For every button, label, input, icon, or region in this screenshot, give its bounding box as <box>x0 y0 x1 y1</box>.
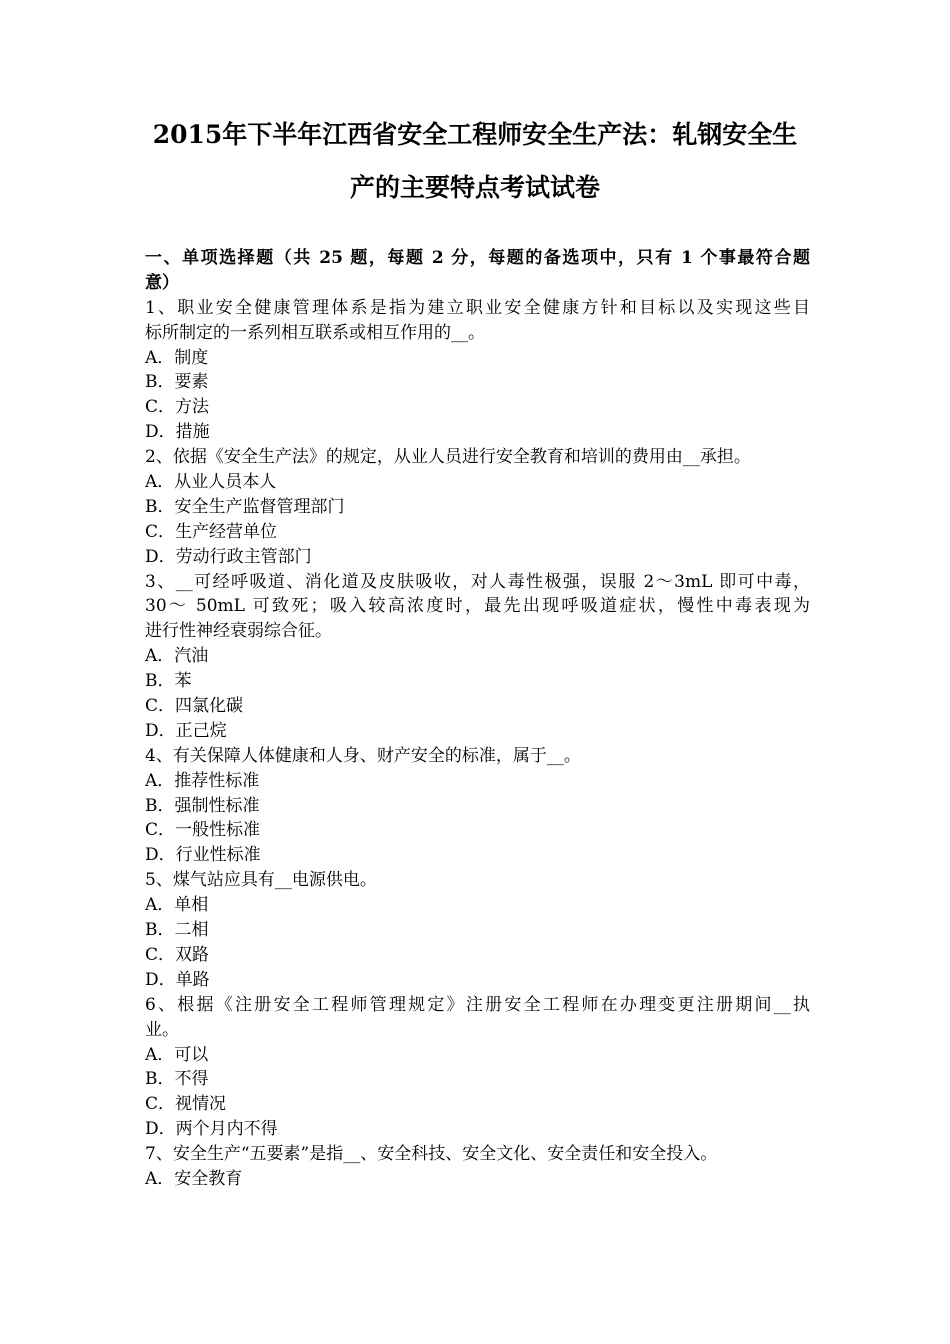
question-6-option-b: B．不得 <box>145 1069 209 1090</box>
section-heading: 一、单项选择题（共 25 题，每题 2 分，每题的备选项中，只有 1 个事最符合题 <box>145 248 810 268</box>
question-content <box>145 246 810 1192</box>
question-6-text: 6、根据《注册安全工程师管理规定》注册安全工程师在办理变更注册期间__执 <box>145 994 810 1015</box>
question-6-text: 业。 <box>145 1019 179 1040</box>
question-6-option-c: C．视情况 <box>145 1094 227 1115</box>
question-1-text: 1、职业安全健康管理体系是指为建立职业安全健康方针和目标以及实现这些目 <box>145 297 810 318</box>
question-1-option-c: C．方法 <box>145 397 210 418</box>
section-heading-continued: 意） <box>145 272 179 293</box>
question-2-option-c: C．生产经营单位 <box>145 521 278 542</box>
question-1-option-b: B．要素 <box>145 372 209 393</box>
question-3-option-b: B．苯 <box>145 671 192 692</box>
question-1-option-d: D．措施 <box>145 422 210 443</box>
question-4-text: 4、有关保障人体健康和人身、财产安全的标准，属于__。 <box>145 745 581 766</box>
question-2-option-a: A．从业人员本人 <box>145 472 277 493</box>
question-4-option-a: A．推荐性标准 <box>145 770 260 791</box>
question-5-text: 5、煤气站应具有__电源供电。 <box>145 870 377 891</box>
question-7-text: 7、安全生产“五要素”是指__、安全科技、安全文化、安全责任和安全投入。 <box>145 1144 718 1165</box>
document-title-line-1: 2015年下半年江西省安全工程师安全生产法：轧钢安全生 <box>152 120 798 149</box>
question-3-option-a: A．汽油 <box>145 646 209 667</box>
question-6-option-a: A．可以 <box>145 1044 209 1065</box>
question-2-option-d: D．劳动行政主管部门 <box>145 546 312 567</box>
question-5-option-c: C．双路 <box>145 944 210 965</box>
question-4-option-b: B．强制性标准 <box>145 795 260 816</box>
question-6-option-d: D．两个月内不得 <box>145 1119 278 1140</box>
question-7-option-a: A．安全教育 <box>145 1168 243 1189</box>
question-5-option-b: B．二相 <box>145 920 209 941</box>
question-2-option-b: B．安全生产监督管理部门 <box>145 496 345 517</box>
question-5-option-a: A．单相 <box>145 895 209 916</box>
question-3-option-d: D．正己烷 <box>145 720 227 741</box>
question-2-text: 2、依据《安全生产法》的规定，从业人员进行安全教育和培训的费用由__承担。 <box>145 447 751 468</box>
question-3-text: 3、__可经呼吸道、消化道及皮肤吸收，对人毒性极强，误服 2～3mL 即可中毒， <box>145 571 810 592</box>
document-title-line-2: 产的主要特点考试试卷 <box>349 173 600 202</box>
question-1-text: 标所制定的一系列相互联系或相互作用的__。 <box>145 322 485 343</box>
question-4-option-c: C．一般性标准 <box>145 820 261 841</box>
question-3-text: 进行性神经衰弱综合征。 <box>145 621 332 642</box>
question-5-option-d: D．单路 <box>145 969 210 990</box>
question-3-text: 30～ 50mL 可致死；吸入较高浓度时，最先出现呼吸道症状，慢性中毒表现为 <box>145 596 810 617</box>
question-3-option-c: C．四氯化碳 <box>145 696 244 717</box>
question-1-option-a: A．制度 <box>145 347 209 368</box>
question-4-option-d: D．行业性标准 <box>145 845 261 866</box>
